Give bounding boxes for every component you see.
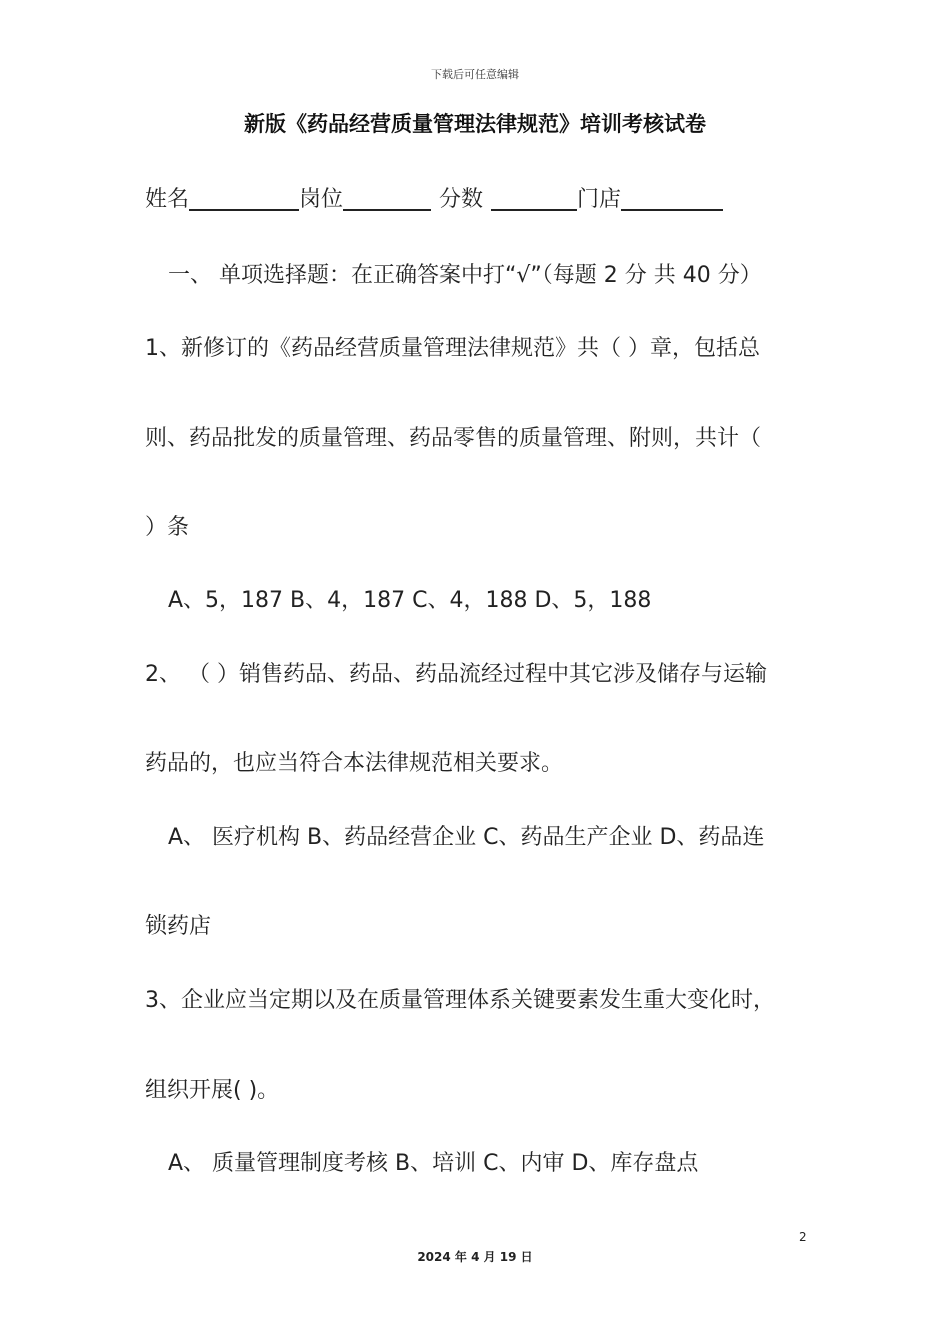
score-blank: [491, 185, 577, 211]
q2-line1: 2、 （ ）销售药品、药品、药品流经过程中其它涉及储存与运输: [145, 662, 767, 687]
section-heading: 一、 单项选择题：在正确答案中打“√”（每题 2 分 共 40 分）: [168, 263, 762, 288]
q2-options-line2: 锁药店: [145, 914, 212, 939]
position-label: 岗位: [299, 187, 344, 212]
footer-date: 2024 年 4 月 19 日: [417, 1250, 533, 1264]
q1-line1: 1、新修订的《药品经营质量管理法律规范》共（ ）章，包括总: [145, 336, 760, 361]
candidate-info-row: [145, 182, 723, 213]
q3-line1: 3、企业应当定期以及在质量管理体系关键要素发生重大变化时，: [145, 988, 775, 1013]
q3-options: A、 质量管理制度考核 B、培训 C、内审 D、库存盘点: [168, 1151, 699, 1176]
q3-line2: 组织开展( )。: [145, 1078, 280, 1103]
q2-options-line1: A、 医疗机构 B、药品经营企业 C、药品生产企业 D、药品连: [168, 825, 765, 850]
name-label: 姓名: [145, 187, 190, 212]
name-blank: [189, 185, 299, 211]
store-blank: [621, 185, 723, 211]
exam-title: 新版《药品经营质量管理法律规范》培训考核试卷: [244, 112, 706, 136]
header-note: 下载后可任意编辑: [431, 68, 519, 81]
q1-line2: 则、药品批发的质量管理、药品零售的质量管理、附则，共计（: [145, 426, 762, 451]
q1-line3: ）条: [145, 515, 190, 540]
store-label: 门店: [577, 187, 622, 212]
position-blank: [343, 185, 431, 211]
q1-options: A、5，187 B、4，187 C、4，188 D、5，188: [168, 588, 652, 613]
page-number: 2: [799, 1230, 807, 1244]
score-label: 分数: [439, 187, 484, 212]
q2-line2: 药品的，也应当符合本法律规范相关要求。: [145, 751, 564, 776]
